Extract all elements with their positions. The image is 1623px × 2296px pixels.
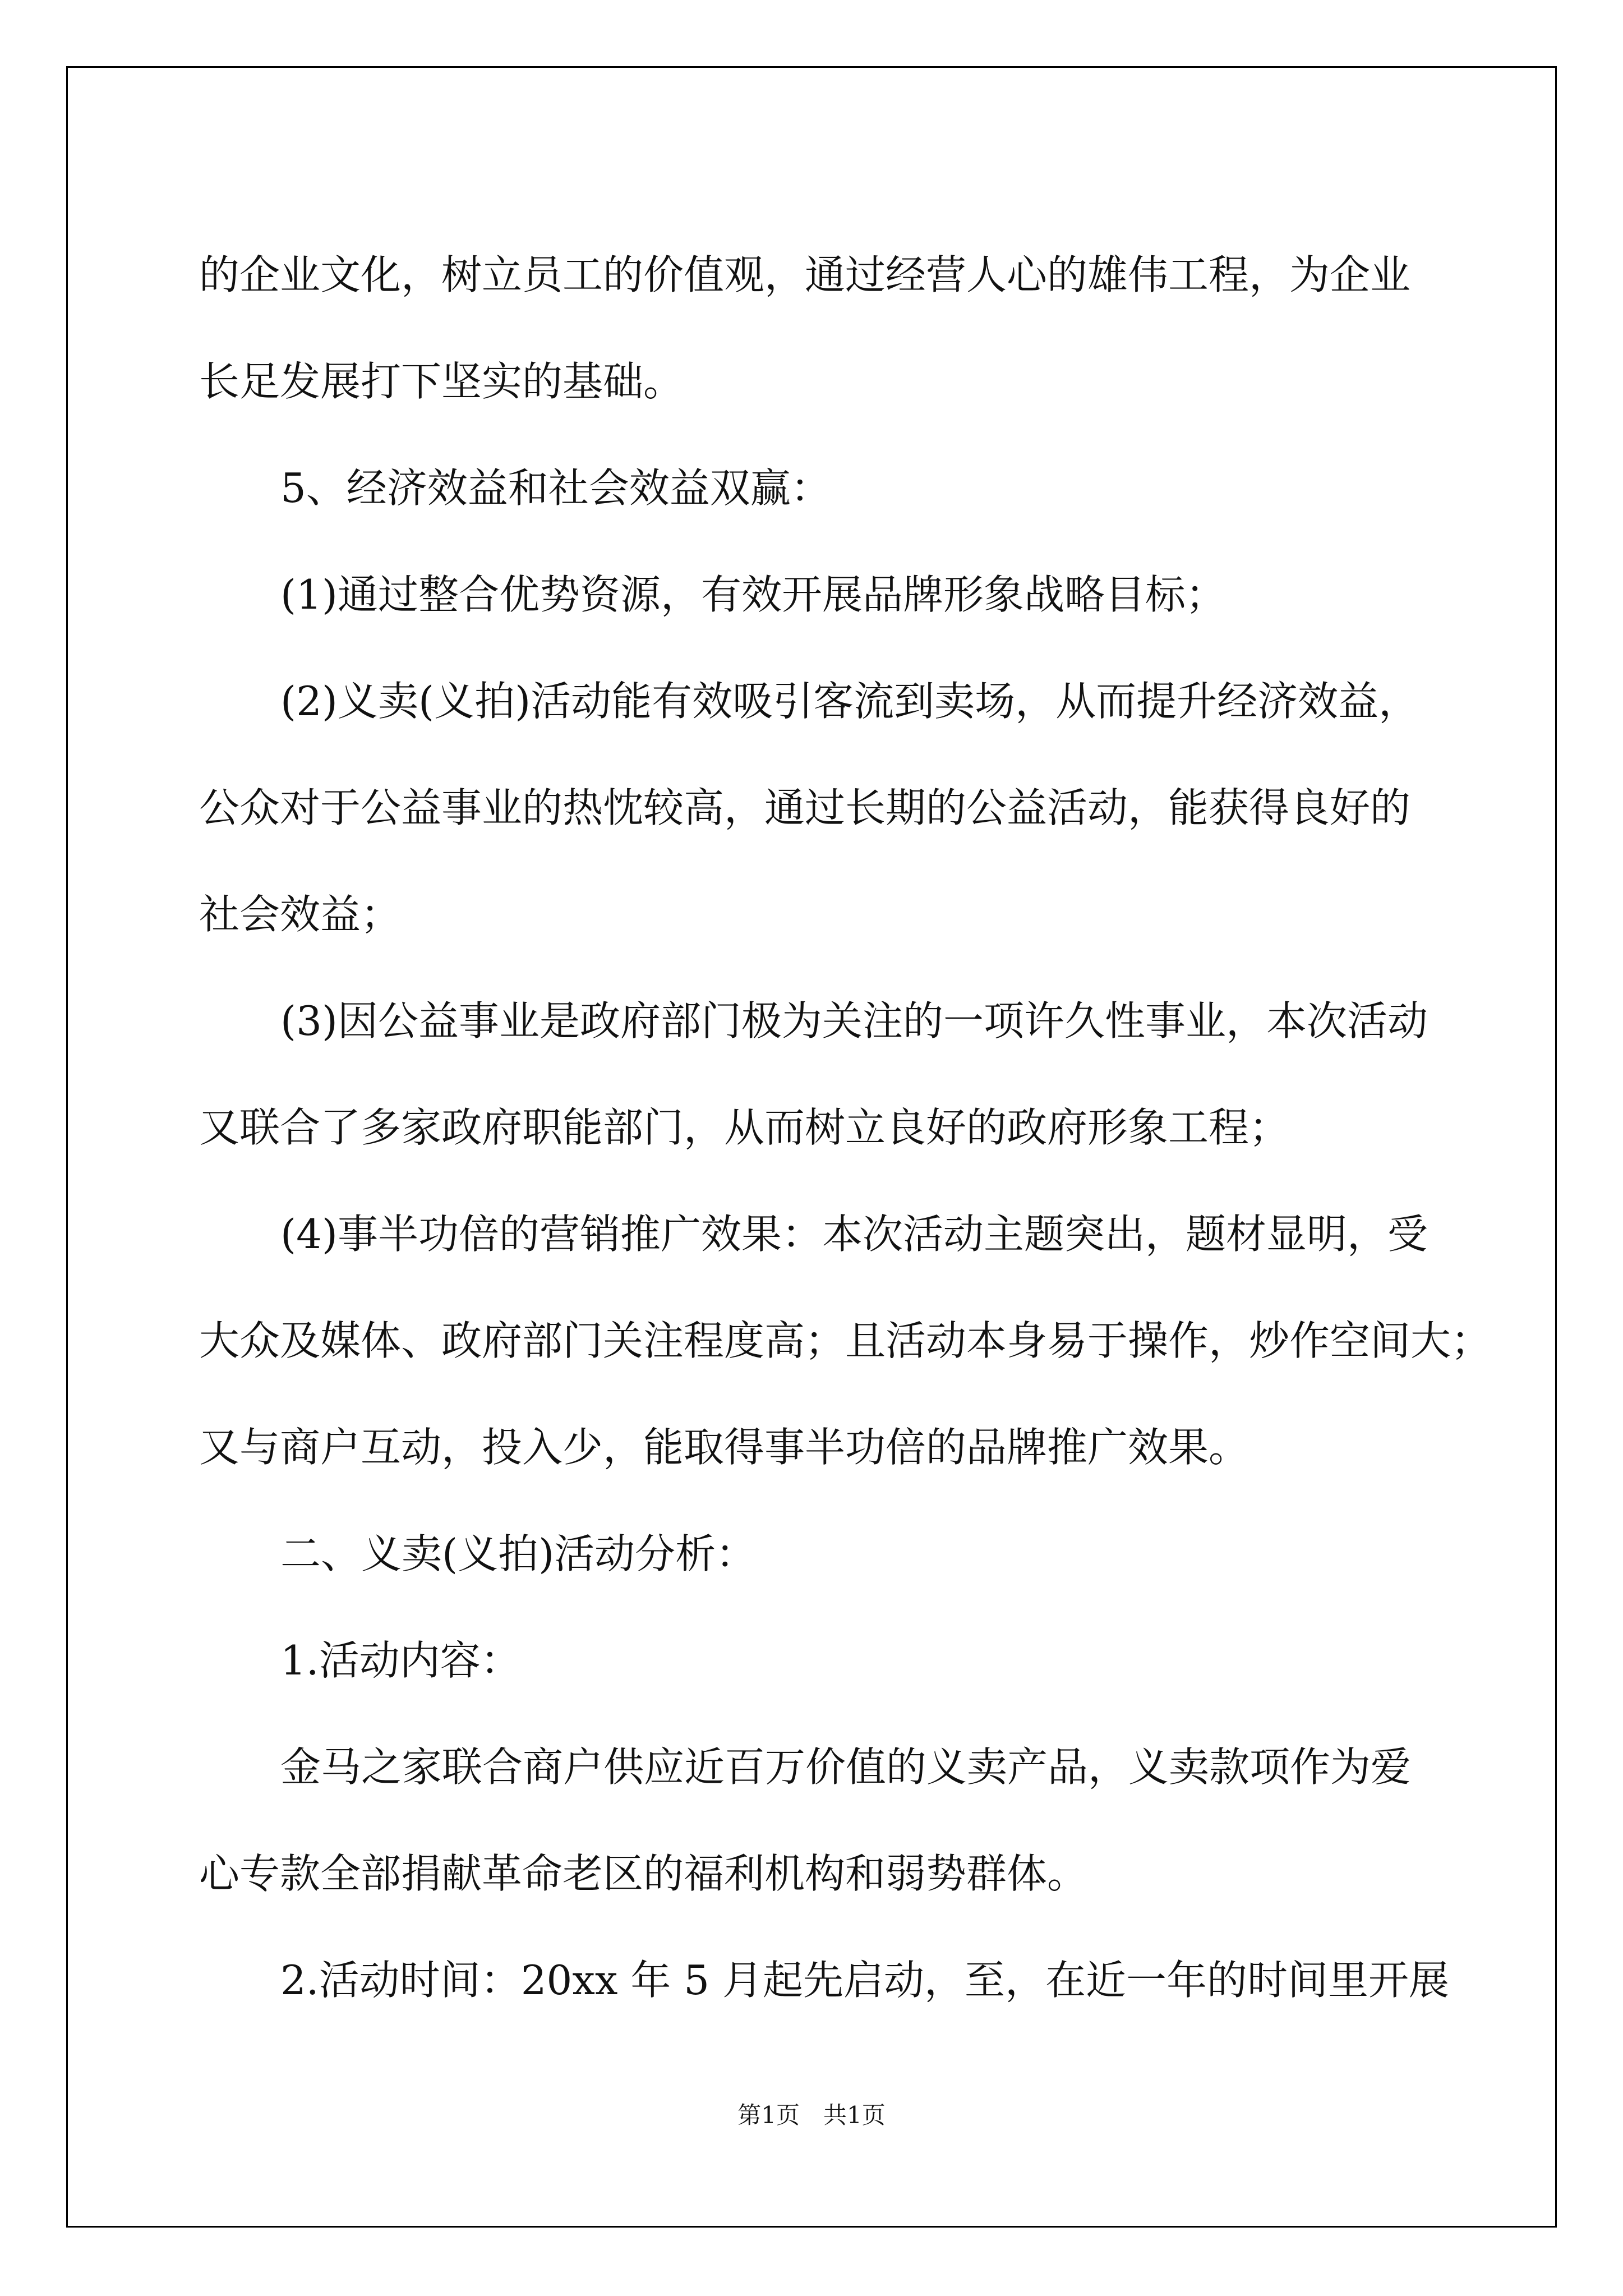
section-heading: 二、义卖(义拍)活动分析：: [280, 1530, 757, 1577]
text-line: (3)因公益事业是政府部门极为关注的一项许久性事业，本次活动: [280, 997, 1428, 1045]
text-line: 大众及媒体、政府部门关注程度高；且活动本身易于操作，炒作空间大；: [199, 1317, 1492, 1364]
text-line: 长足发展打下坚实的基础。: [199, 358, 684, 405]
page-footer: 第1页 共1页: [737, 2101, 886, 2129]
document-body: [199, 222, 1492, 2033]
section-heading: 5、经济效益和社会效益双赢：: [280, 464, 831, 512]
text-line: 又与商户互动，投入少，能取得事半功倍的品牌推广效果。: [199, 1424, 1249, 1471]
text-line: 的企业文化，树立员工的价值观，通过经营人心的雄伟工程，为企业: [199, 251, 1411, 298]
text-line: (1)通过整合优势资源，有效开展品牌形象战略目标；: [280, 571, 1226, 618]
text-line: 又联合了多家政府职能部门，从而树立良好的政府形象工程；: [199, 1104, 1290, 1151]
subsection-heading: 1.活动内容：: [280, 1637, 521, 1684]
text-line: 心专款全部捐献革命老区的福利机构和弱势群体。: [199, 1850, 1088, 1897]
text-line: (2)义卖(义拍)活动能有效吸引客流到卖场，从而提升经济效益，: [280, 678, 1419, 725]
text-line: 社会效益；: [199, 891, 402, 938]
text-line: 2.活动时间：20xx 年 5 月起先启动，至，在近一年的时间里开展: [280, 1957, 1449, 2004]
text-line: 金马之家联合商户供应近百万价值的义卖产品，义卖款项作为爱: [280, 1743, 1412, 1791]
text-line: 公众对于公益事业的热忱较高，通过长期的公益活动，能获得良好的: [199, 784, 1411, 831]
text-line: (4)事半功倍的营销推广效果：本次活动主题突出，题材显明，受: [280, 1211, 1428, 1258]
